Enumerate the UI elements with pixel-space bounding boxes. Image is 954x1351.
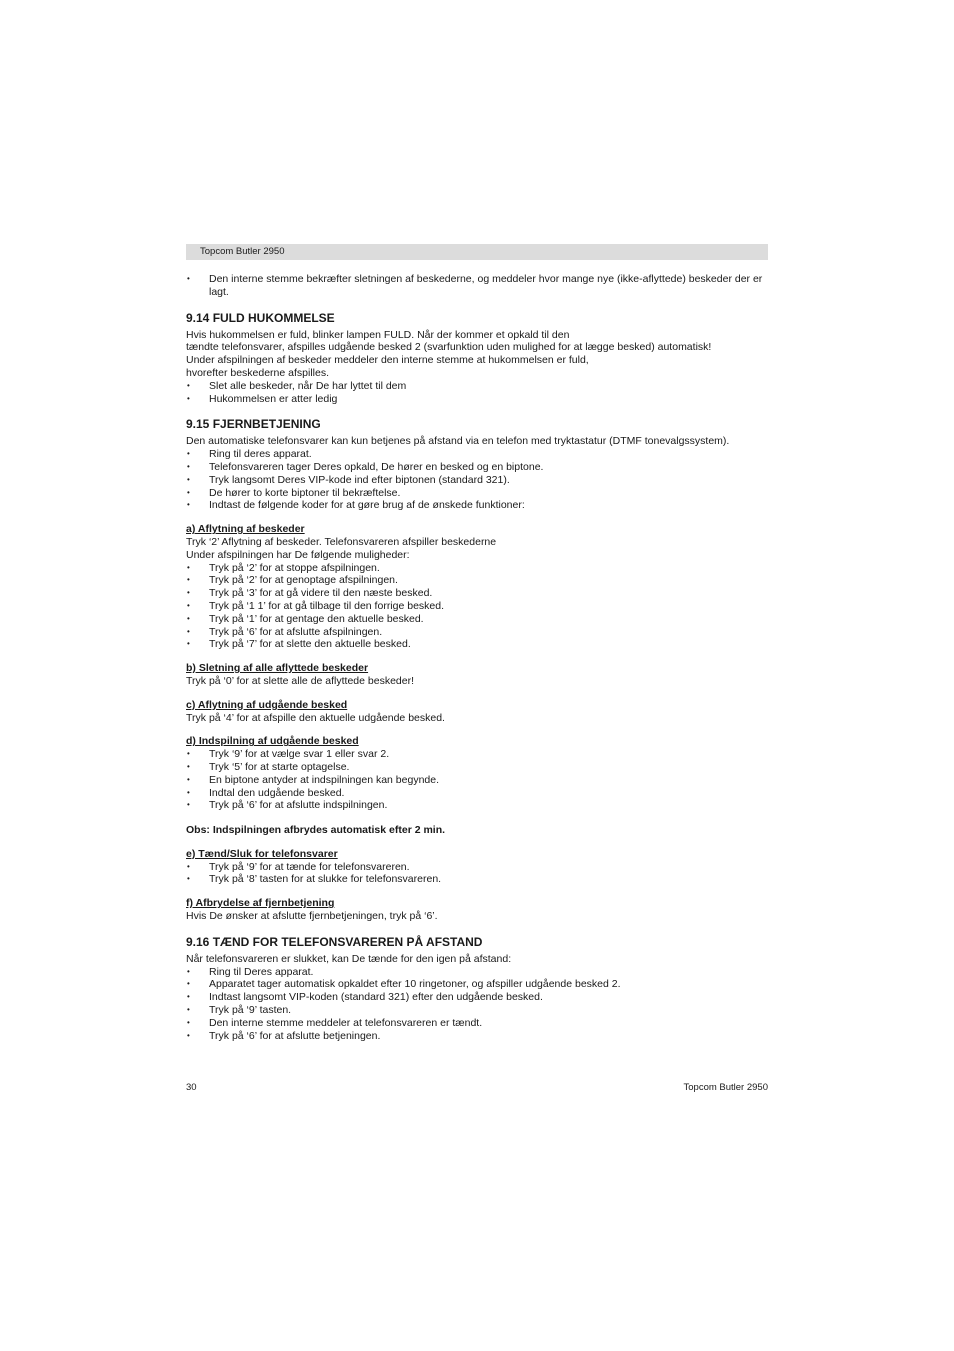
- subheading-f: f) Afbrydelse af fjernbetjening: [186, 897, 335, 910]
- list-item: • Tryk på ‘6’ for at afslutte afspilningen.: [186, 626, 776, 639]
- list-item: • Telefonsvareren tager Deres opkald, De hører en besked og en biptone.: [186, 461, 776, 474]
- bullet-list-e: [186, 861, 776, 887]
- bullet-list-a: [186, 562, 776, 652]
- list-item: • Den interne stemme meddeler at telefonsvareren er tændt.: [186, 1017, 776, 1030]
- list-item: • Indtast langsomt VIP-koden (standard 321) efter den udgående besked.: [186, 991, 776, 1004]
- page-header: [186, 244, 768, 260]
- section-heading-9-15: 9.15 FJERNBETJENING: [186, 417, 321, 432]
- list-item: • En biptone antyder at indspilningen kan begynde.: [186, 774, 776, 787]
- paragraph-line: Tryk ‘2’ Aflytning af beskeder. Telefonsvareren afspiller beskederne: [186, 535, 497, 548]
- list-item: • Den interne stemme bekræfter sletningen af beskederne, og meddeler hvor mange nye (ikke-aflyttede) beskeder der er lagt.: [186, 273, 776, 299]
- subheading-c: c) Aflytning af udgående besked: [186, 698, 348, 711]
- list-item: • Ring til deres apparat.: [186, 448, 776, 461]
- bullet-list-9-15: [186, 448, 776, 512]
- bullet-list-9-16: [186, 966, 776, 1043]
- list-item: • Tryk på ‘2’ for at stoppe afspilningen.: [186, 562, 776, 575]
- list-item: • Indtast de følgende koder for at gøre brug af de ønskede funktioner:: [186, 499, 776, 512]
- list-item: • Tryk på ‘1 1’ for at gå tilbage til den forrige besked.: [186, 600, 776, 613]
- paragraph-line: Når telefonsvareren er slukket, kan De tænde for den igen på afstand:: [186, 952, 512, 965]
- paragraph-line: hvorefter beskederne afspilles.: [186, 366, 329, 379]
- list-item: • Apparatet tager automatisk opkaldet efter 10 ringetoner, og afspiller udgående besked 2.: [186, 978, 776, 991]
- list-item: • Tryk på ‘2’ for at genoptage afspilningen.: [186, 574, 776, 587]
- list-item: • De hører to korte biptoner til bekræftelse.: [186, 487, 776, 500]
- list-item: • Tryk på ‘7’ for at slette den aktuelle besked.: [186, 638, 776, 651]
- paragraph-line: Den automatiske telefonsvarer kan kun betjenes på afstand via en telefon med tryktastatur (DTMF tonevalgssystem).: [186, 435, 730, 448]
- footer-title: Topcom Butler 2950: [683, 1082, 768, 1093]
- note-text: Obs: Indspilningen afbrydes automatisk efter 2 min.: [186, 824, 446, 837]
- list-item: • Tryk på ‘8’ tasten for at slukke for telefonsvareren.: [186, 873, 776, 886]
- subheading-b: b) Sletning af alle aflyttede beskeder: [186, 662, 369, 675]
- subheading-d: d) Indspilning af udgående besked: [186, 735, 359, 748]
- list-item: • Indtal den udgående besked.: [186, 787, 776, 800]
- paragraph-line: Under afspilningen af beskeder meddeler den interne stemme at hukommelsen er fuld,: [186, 354, 589, 367]
- paragraph-line: Under afspilningen har De følgende muligheder:: [186, 548, 410, 561]
- list-item: • Tryk ‘5’ for at starte optagelse.: [186, 761, 776, 774]
- page-content: [186, 273, 776, 1042]
- section-heading-9-14: 9.14 FULD HUKOMMELSE: [186, 310, 335, 325]
- list-item: • Slet alle beskeder, når De har lyttet til dem: [186, 380, 776, 393]
- list-item: • Tryk langsomt Deres VIP-kode ind efter biptonen (standard 321).: [186, 474, 776, 487]
- paragraph-line: Hvis hukommelsen er fuld, blinker lampen FULD. Når der kommer et opkald til den: [186, 328, 570, 341]
- bullet-list-9-14: [186, 380, 776, 406]
- list-item: • Tryk på ‘3’ for at gå videre til den næste besked.: [186, 587, 776, 600]
- page-number: 30: [186, 1082, 197, 1093]
- subheading-e: e) Tænd/Sluk for telefonsvarer: [186, 847, 338, 860]
- section-heading-9-16: 9.16 TÆND FOR TELEFONSVAREREN PÅ AFSTAND: [186, 934, 483, 949]
- list-item: • Tryk på ‘9’ for at tænde for telefonsvareren.: [186, 861, 776, 874]
- subheading-a: a) Aflytning af beskeder: [186, 523, 305, 536]
- list-item: • Tryk på ‘1’ for at gentage den aktuelle besked.: [186, 613, 776, 626]
- list-item: • Hukommelsen er atter ledig: [186, 393, 776, 406]
- paragraph-line: tændte telefonsvarer, afspilles udgående besked 2 (svarfunktion uden mulighed for at lægge besked) automatisk!: [186, 341, 712, 354]
- intro-bullet-list: [186, 273, 776, 299]
- list-item: • Ring til Deres apparat.: [186, 966, 776, 979]
- header-title: Topcom Butler 2950: [200, 246, 285, 257]
- list-item: • Tryk på ‘9’ tasten.: [186, 1004, 776, 1017]
- paragraph-line: Tryk på ‘4’ for at afspille den aktuelle udgående besked.: [186, 711, 445, 724]
- bullet-list-d: [186, 748, 776, 812]
- paragraph-line: Hvis De ønsker at afslutte fjernbetjeningen, tryk på ‘6’.: [186, 910, 438, 923]
- list-item: • Tryk ‘9’ for at vælge svar 1 eller svar 2.: [186, 748, 776, 761]
- paragraph-line: Tryk på ‘0’ for at slette alle de aflyttede beskeder!: [186, 674, 415, 687]
- list-item: • Tryk på ‘6’ for at afslutte betjeningen.: [186, 1030, 776, 1043]
- list-item: • Tryk på ‘6’ for at afslutte indspilningen.: [186, 799, 776, 812]
